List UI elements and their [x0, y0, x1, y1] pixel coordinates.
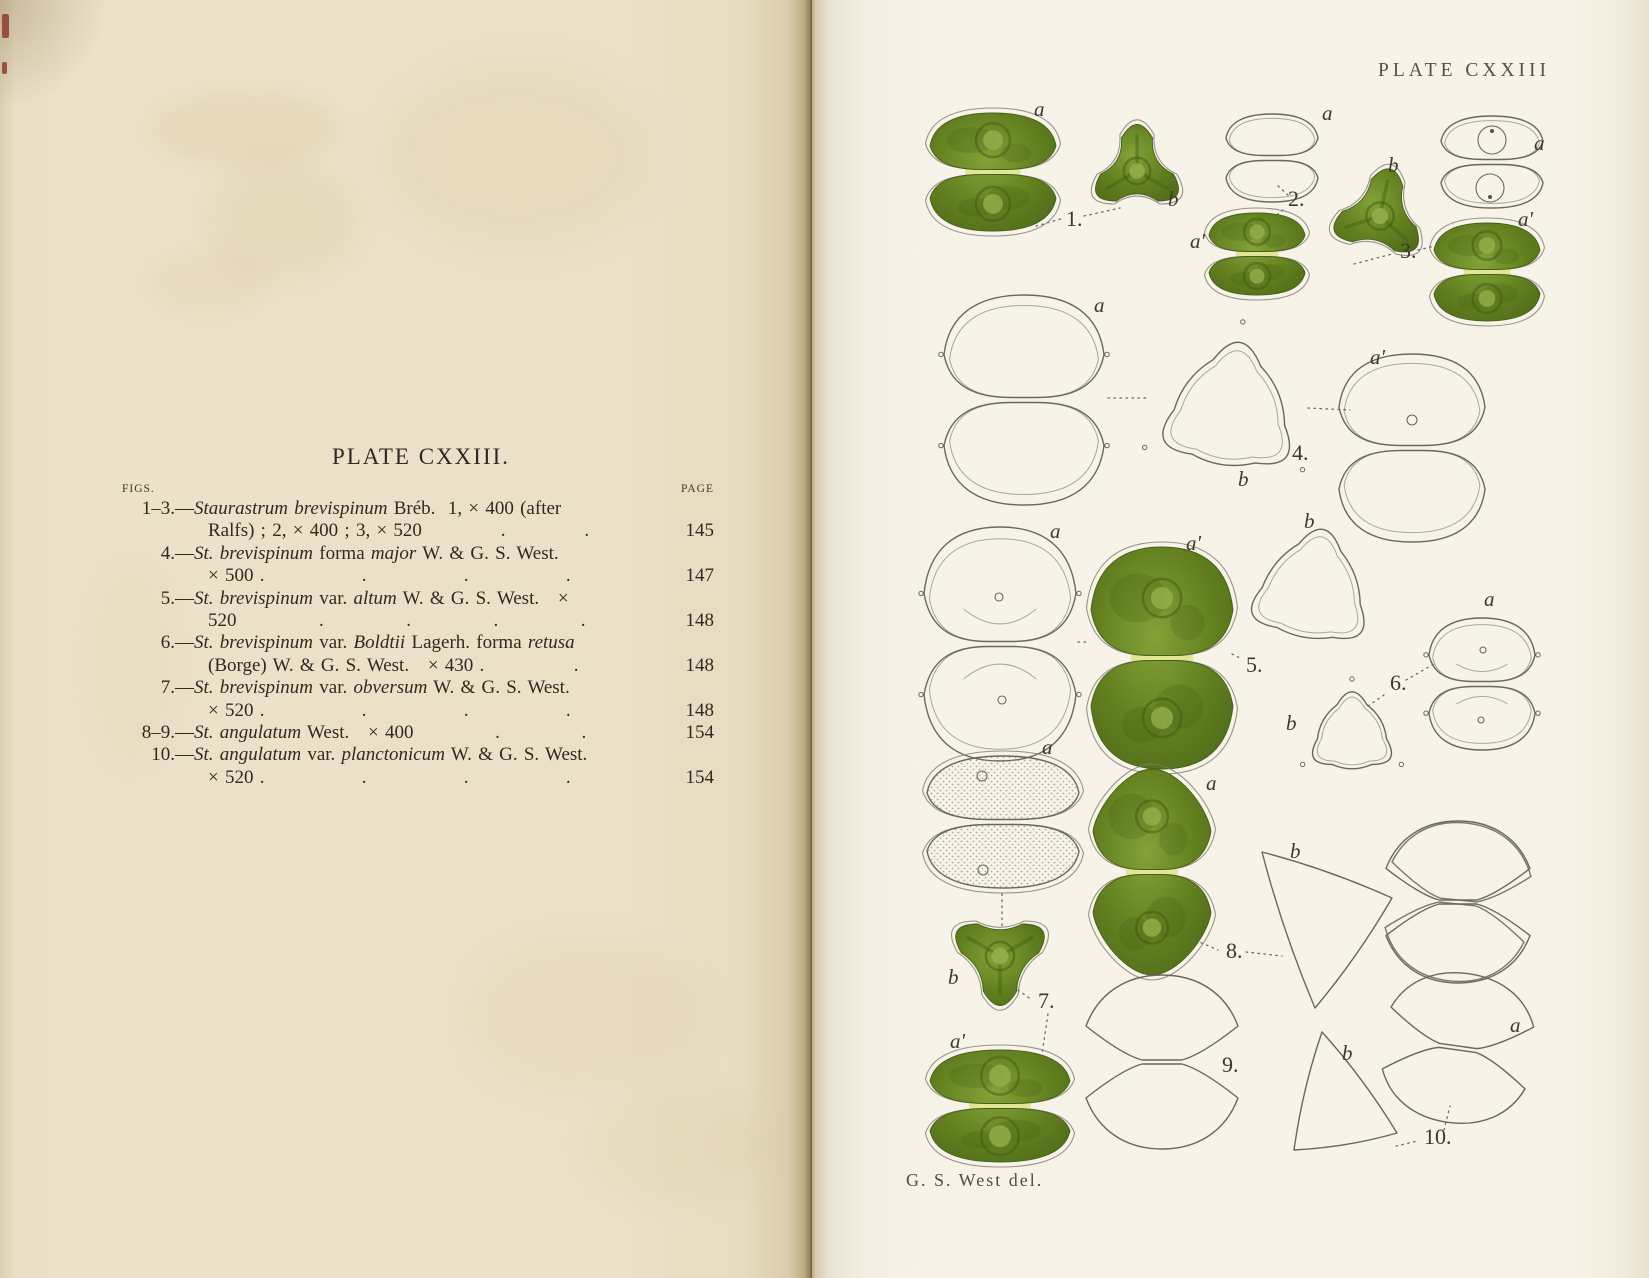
showthrough-ghost	[148, 252, 268, 314]
figure-number-label: 4.	[1292, 440, 1309, 465]
legend-entry-text: 520 . . . . 148	[208, 610, 714, 632]
view-label: a	[1484, 587, 1495, 611]
legend-column-headers	[122, 483, 714, 495]
legend-line	[118, 744, 714, 766]
page-edge-mark	[2, 62, 7, 74]
legend-entry-text: St. angulatum West. × 400 . . 154	[194, 722, 714, 744]
view-label: a	[1534, 131, 1545, 155]
page-number: 148	[685, 654, 714, 676]
legend-entry-text: Ralfs) ; 2, × 400 ; 3, × 520 . . 145	[208, 520, 714, 542]
view-label: a'	[1186, 531, 1201, 555]
legend-line	[118, 700, 714, 722]
dot-leader: . . . .	[319, 610, 586, 632]
page-number: 148	[685, 610, 714, 632]
figure-3	[1329, 116, 1544, 326]
view-label: b	[1304, 509, 1315, 533]
legend-line	[118, 677, 714, 699]
page-number: 154	[685, 766, 714, 788]
figure-8	[1089, 764, 1536, 1008]
view-label: a	[1094, 293, 1105, 317]
figure-6	[1286, 587, 1540, 769]
legend-line	[118, 565, 714, 587]
view-label: a	[1042, 735, 1053, 759]
view-label: b	[1388, 153, 1399, 177]
figure-number-label: 3.	[1400, 238, 1417, 263]
figure-number-label: 1.	[1066, 206, 1083, 231]
figure-1	[926, 97, 1183, 236]
view-label: b	[1168, 187, 1179, 211]
view-label: b	[1342, 1041, 1353, 1065]
legend-line	[118, 722, 714, 744]
dot-leader: .	[573, 654, 579, 676]
legend-entry-text: × 520 . . . . 148	[208, 699, 714, 721]
legend-line	[118, 520, 714, 542]
legend-line	[118, 632, 714, 654]
dot-leader: . . .	[361, 766, 571, 788]
page-number: 145	[685, 520, 714, 542]
figure-number: 6.—	[160, 632, 194, 654]
legend-entry-text: Staurastrum brevispinum Bréb. 1, × 400 (after	[194, 498, 562, 519]
figure-4	[939, 293, 1485, 542]
page-number: 148	[685, 699, 714, 721]
view-label: a	[1322, 101, 1333, 125]
legend-entry-text: St. brevispinum var. altum W. & G. S. West. ×	[194, 587, 569, 609]
dot-leader: . .	[500, 520, 590, 542]
legend-line	[118, 588, 714, 610]
figure-number-label: 8.	[1226, 938, 1243, 963]
legend-entry-text: St. brevispinum var. obversum W. & G. S. West.	[194, 677, 570, 699]
legend-entry-text: × 520 . . . . 154	[208, 766, 714, 788]
legend-entry-text: × 500 . . . . 147	[208, 565, 714, 587]
plate-header: PLATE CXXIII	[1378, 60, 1551, 81]
figs-header: FIGS.	[122, 483, 155, 495]
legend-line	[118, 543, 714, 565]
figure-10	[1294, 964, 1540, 1150]
legend-line	[118, 498, 714, 520]
artist-credit: G. S. West del.	[906, 1170, 1044, 1190]
showthrough-ghost	[150, 92, 340, 166]
plate-illustration	[812, 0, 1649, 1278]
legend-line	[118, 610, 714, 632]
paper-stain	[590, 1090, 760, 1200]
view-label: a'	[1190, 229, 1205, 253]
figure-number: 4.—	[160, 542, 194, 564]
page-number: 147	[685, 565, 714, 587]
figure-number: 10.—	[151, 744, 194, 766]
view-label: b	[1290, 839, 1301, 863]
view-label: a	[1206, 771, 1217, 795]
view-label: a	[1050, 519, 1061, 543]
figure-number-label: 7.	[1038, 988, 1055, 1013]
legend-title: PLATE CXXIII.	[331, 444, 511, 469]
page-edge-mark	[2, 14, 9, 38]
showthrough-ghost	[205, 160, 360, 280]
view-label: a	[1034, 97, 1045, 121]
view-label: b	[948, 965, 959, 989]
figure-number-label: 2.	[1288, 186, 1305, 211]
view-label: a'	[1370, 345, 1385, 369]
view-label: b	[1286, 711, 1297, 735]
dot-leader: . . .	[361, 565, 571, 587]
figure-number-label: 9.	[1222, 1052, 1239, 1077]
figure-number: 8–9.—	[141, 722, 194, 744]
dot-leader: . . .	[361, 699, 571, 721]
legend-entry-text: St. brevispinum var. Boldtii Lagerh. forma retusa	[194, 632, 575, 654]
figure-7	[923, 735, 1084, 1167]
legend-line	[118, 655, 714, 677]
legend-line	[118, 767, 714, 789]
figure-number: 1–3.—	[141, 498, 194, 519]
page-number: 154	[685, 722, 714, 744]
left-page	[0, 0, 812, 1278]
paper-stain	[380, 66, 650, 246]
figure-2	[1190, 101, 1333, 300]
plate-legend	[118, 444, 714, 789]
view-label: a'	[950, 1029, 965, 1053]
figure-number-label: 5.	[1246, 652, 1263, 677]
figure-number: 5.—	[160, 587, 194, 609]
legend-lines	[118, 498, 714, 789]
legend-entry-text: St. angulatum var. planctonicum W. & G. S. West.	[194, 744, 588, 766]
figure-number-label: 10.	[1424, 1124, 1452, 1149]
legend-entry-text: St. brevispinum forma major W. & G. S. West.	[194, 542, 559, 564]
view-label: b	[1238, 467, 1249, 491]
page-corner-shade	[0, 0, 110, 110]
figure-number-label: 6.	[1390, 670, 1407, 695]
legend-entry-text: (Borge) W. & G. S. West. × 430 . . 148	[208, 654, 714, 676]
view-label: a'	[1518, 207, 1533, 231]
figure-5	[919, 509, 1364, 774]
dot-leader: . .	[495, 722, 587, 744]
figure-number: 7.—	[160, 677, 194, 699]
figure-9	[1086, 975, 1239, 1149]
view-label: a	[1510, 1013, 1521, 1037]
page-header: PAGE	[681, 483, 714, 495]
paper-stain	[470, 940, 700, 1090]
